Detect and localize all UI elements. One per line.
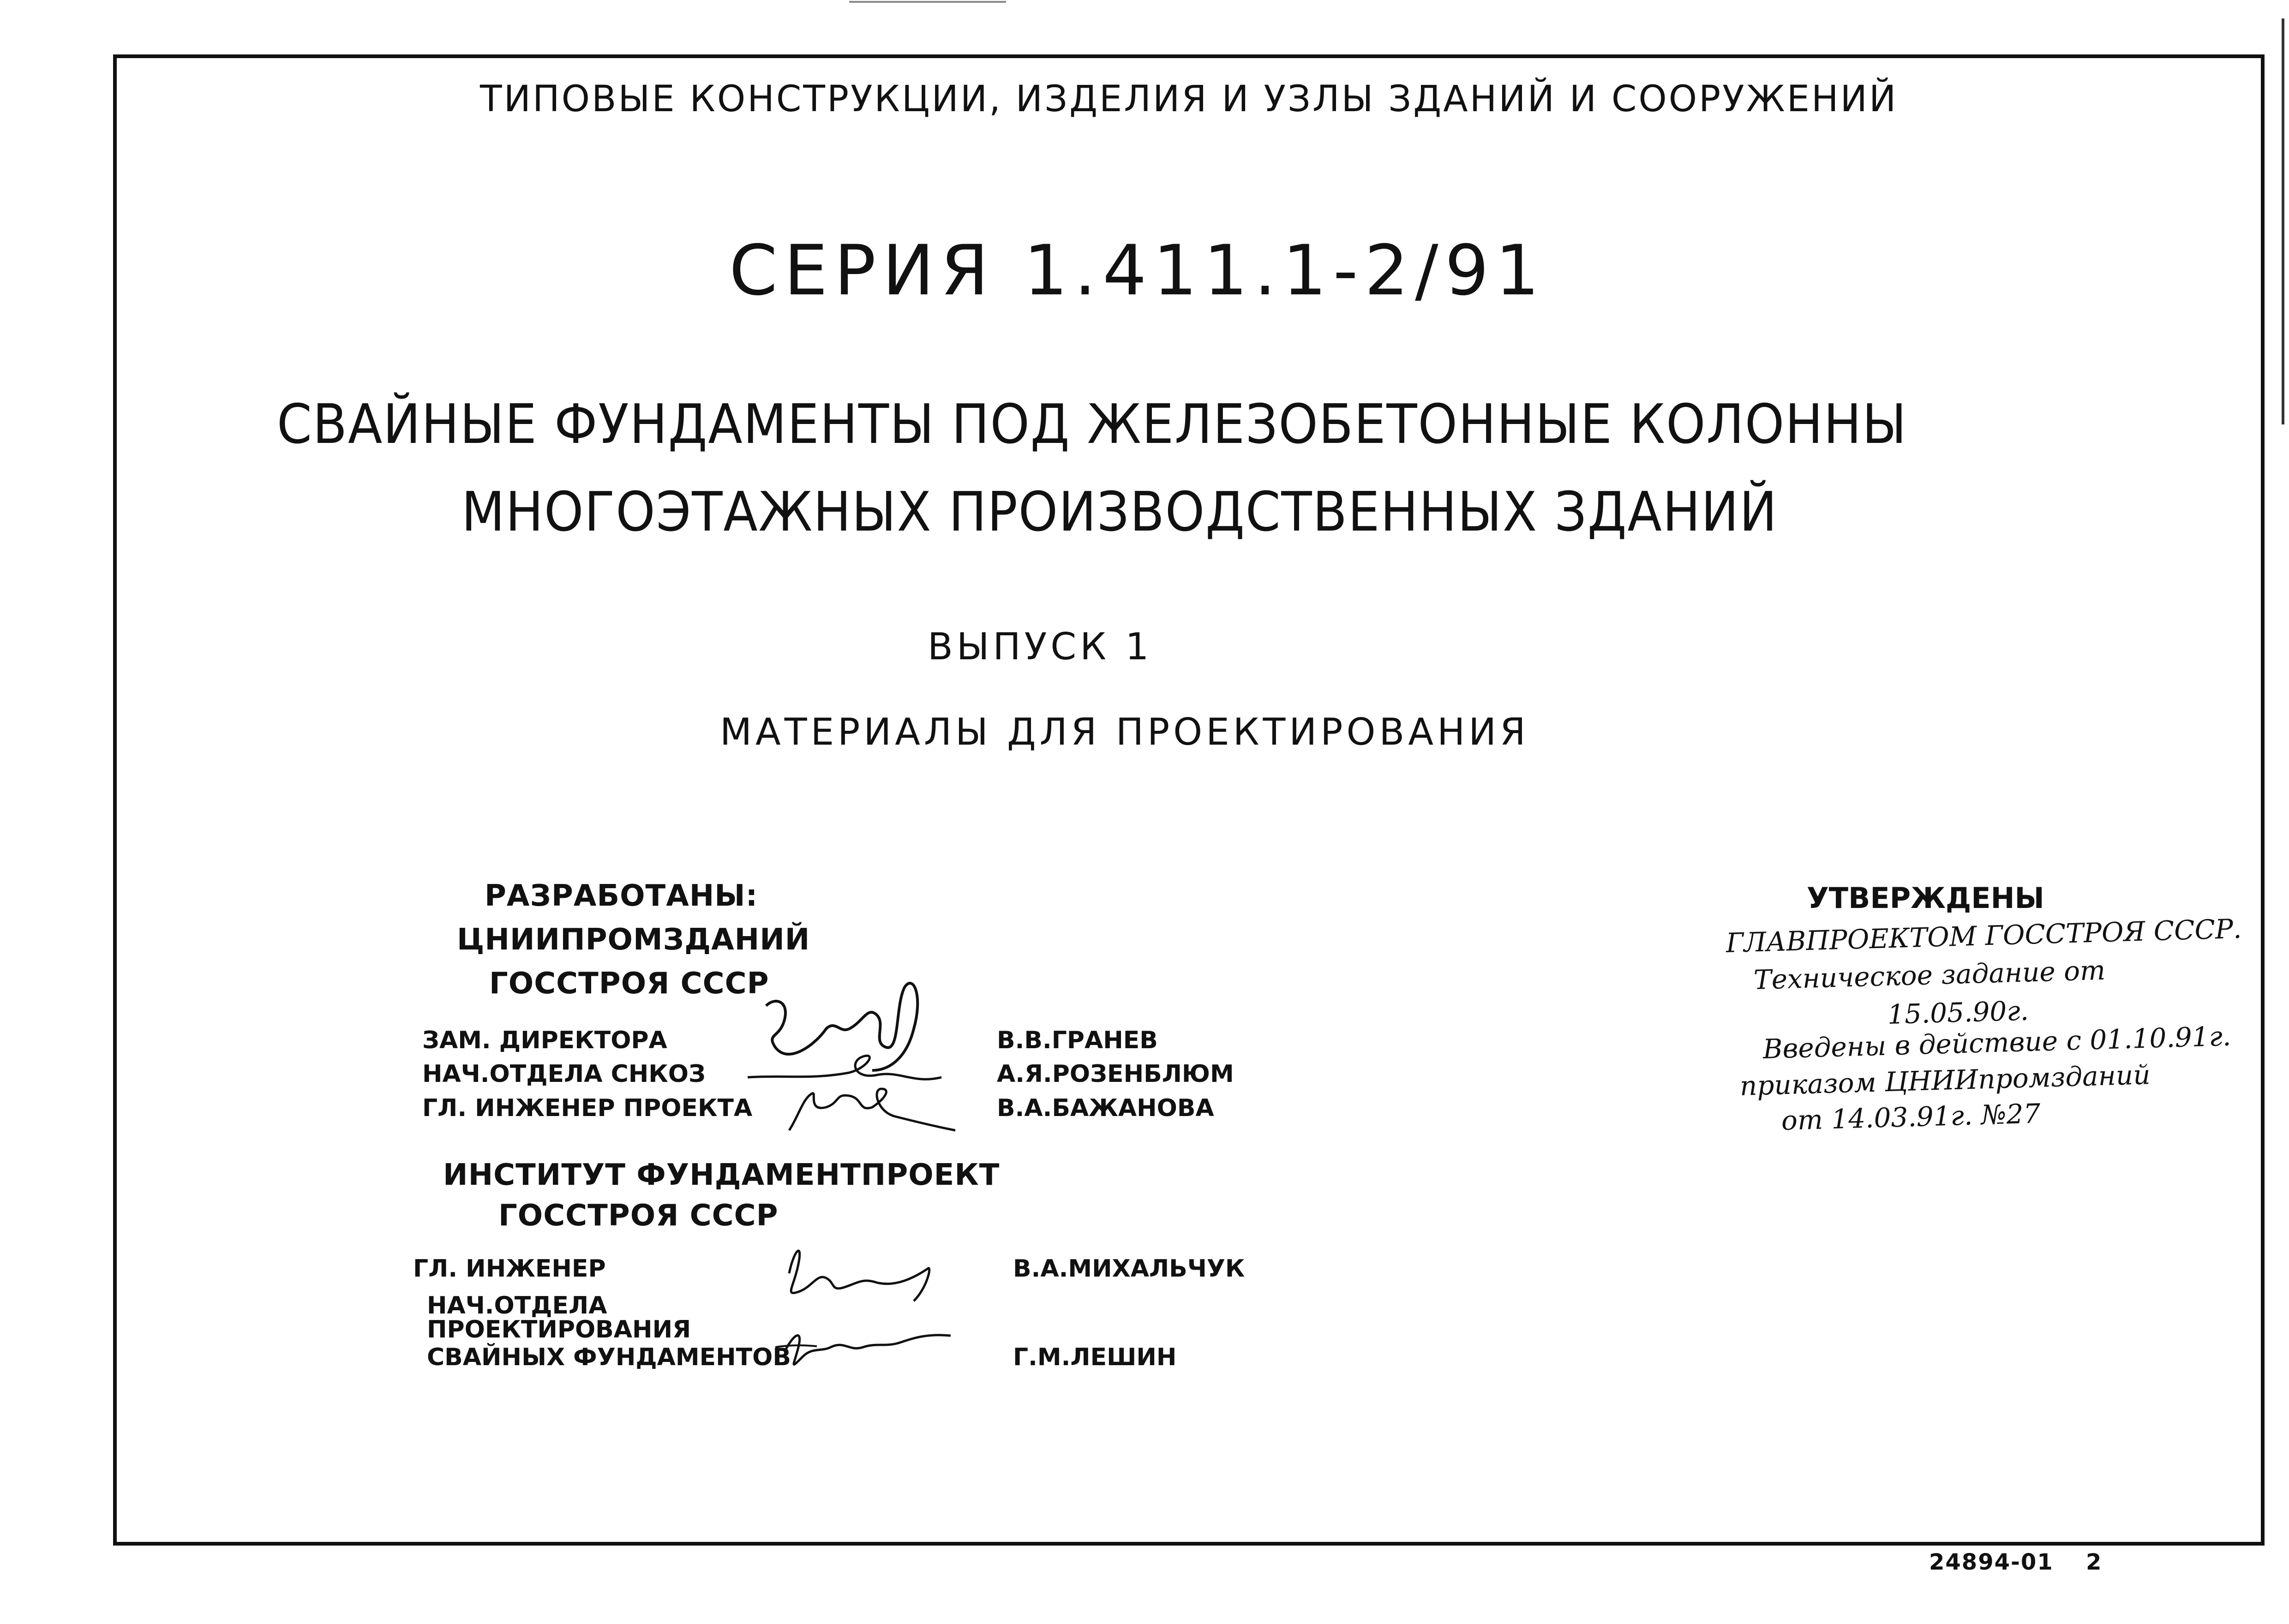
staff-role: НАЧ.ОТДЕЛА СНКОЗ	[422, 1060, 706, 1088]
approved-line: Техническое задание от	[1753, 954, 2106, 996]
scan-edge-line	[2282, 18, 2284, 424]
approved-line: 15.05.90г.	[1887, 995, 2029, 1030]
document-number: 24894-01	[1929, 1549, 2054, 1575]
staff2-name: Г.М.ЛЕШИН	[1013, 1343, 1177, 1371]
series-header: ТИПОВЫЕ КОНСТРУКЦИИ, ИЗДЕЛИЯ И УЗЛЫ ЗДАНИЙ И СООРУЖЕНИЙ	[480, 78, 1898, 120]
institute-line1: ИНСТИТУТ ФУНДАМЕНТПРОЕКТ	[443, 1158, 1000, 1192]
material-subtitle: МАТЕРИАЛЫ ДЛЯ ПРОЕКТИРОВАНИЯ	[720, 710, 1529, 753]
staff-name: В.А.БАЖАНОВА	[997, 1094, 1214, 1122]
staff-role: ЗАМ. ДИРЕКТОРА	[422, 1027, 667, 1054]
signature-graphic	[775, 1236, 969, 1377]
developer-org-line2: ГОССТРОЯ СССР	[489, 967, 769, 1001]
page-number: 2	[2086, 1549, 2103, 1575]
staff-role: ГЛ. ИНЖЕНЕР ПРОЕКТА	[422, 1094, 753, 1122]
signature-graphic	[748, 978, 988, 1146]
approved-line: Введены в действие с 01.10.91г.	[1762, 1020, 2232, 1065]
staff2-role: НАЧ.ОТДЕЛА	[427, 1292, 607, 1320]
staff2-role: СВАЙНЫХ ФУНДАМЕНТОВ	[427, 1343, 791, 1371]
staff2-role: ГЛ. ИНЖЕНЕР	[413, 1255, 606, 1283]
staff-name: В.В.ГРАНЕВ	[997, 1027, 1158, 1054]
scan-artifact-line	[849, 1, 1006, 3]
staff-name: А.Я.РОЗЕНБЛЮМ	[997, 1060, 1234, 1088]
staff2-name: В.А.МИХАЛЬЧУК	[1013, 1255, 1245, 1283]
approved-label: УТВЕРЖДЕНЫ	[1807, 881, 2044, 915]
developer-org-line1: ЦНИИПРОМЗДАНИЙ	[457, 923, 810, 957]
approved-line: ГЛАВПРОЕКТОМ ГОССТРОЯ СССР.	[1726, 913, 2242, 959]
main-title-line1: СВАЙНЫЕ ФУНДАМЕНТЫ ПОД ЖЕЛЕЗОБЕТОННЫЕ КОЛОННЫ	[277, 392, 1907, 456]
issue-number: ВЫПУСК 1	[928, 625, 1153, 668]
staff2-role: ПРОЕКТИРОВАНИЯ	[427, 1316, 691, 1343]
series-title: СЕРИЯ 1.411.1-2/91	[729, 231, 1546, 311]
approved-line: от 14.03.91г. №27	[1781, 1098, 2041, 1136]
developed-label: РАЗРАБОТАНЫ:	[485, 879, 758, 913]
main-title-line2: МНОГОЭТАЖНЫХ ПРОИЗВОДСТВЕННЫХ ЗДАНИЙ	[461, 480, 1778, 543]
approved-line: приказом ЦНИИпромзданий	[1739, 1059, 2151, 1102]
institute-line2: ГОССТРОЯ СССР	[498, 1199, 779, 1233]
